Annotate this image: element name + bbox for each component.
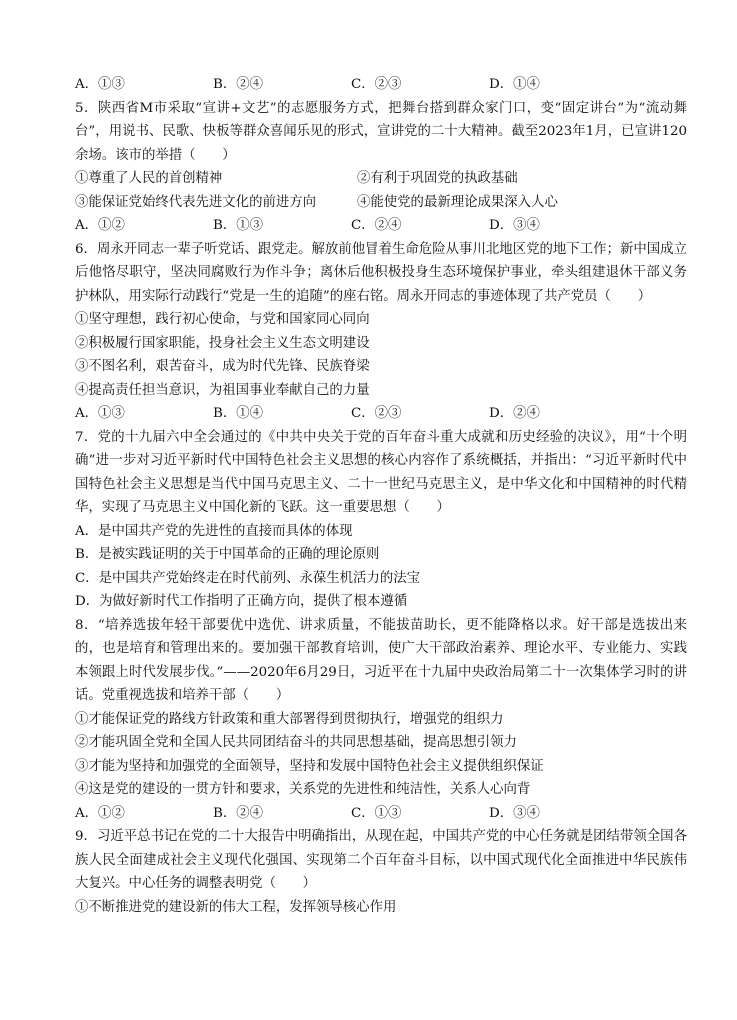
q5-statement-3: ③能保证党始终代表先进文化的前进方向 [75,194,317,210]
q4-option-c[interactable]: C．②③ [351,77,402,92]
q8-option-a[interactable]: A．①② [75,805,125,821]
q7-stem: 7．党的十九届六中全会通过的《中共中央关于党的百年奋斗重大成就和历史经验的决议》，用“十个明确”进一步对习近平新时代中国特色社会主义思想的核心内容作了系统概括，并指出：“习近平新时代中国特色社会主义思想是当代中国马克思主义、二十一世纪马克思主义，是中华文化和中国精神的时代精华，实现了马克思主义中国化新的飞跃。这一重要思想（ ） [75,429,687,515]
q8-statement-2: ②才能巩固全党和全国人民共同团结奋斗的共同思想基础，提高思想引领力 [75,735,517,750]
q5-statement-row-2 [75,191,687,215]
q8-options [75,802,687,826]
question-9 [75,825,687,919]
q6-stem: 6．周永开同志一辈子听党话、跟党走。解放前他冒着生命危险从事川北地区党的地下工作；新中国成立后他恪尽职守，坚决同腐败行为作斗争；离休后他积极投身生态环境保护事业，牵头组建退休干部义务护林队，用实际行动践行“党是一生的追随”的座右铭。周永开同志的事迹体现了共产党员（ ） [75,241,687,304]
question-6 [75,238,687,426]
q9-stem: 9．习近平总书记在党的二十大报告中明确指出，从现在起，中国共产党的中心任务就是团结带领全国各族人民全面建成社会主义现代化强国、实现第二个百年奋斗目标，以中国式现代化全面推进中华民族伟大复兴。中心任务的调整表明党（ ） [75,829,687,891]
q4-options [75,73,687,97]
q4-option-a[interactable]: A．①③ [75,77,125,92]
q5-statement-row-1 [75,167,687,191]
q5-option-a[interactable]: A．①② [75,218,125,233]
q5-option-d[interactable]: D．③④ [489,218,540,233]
q8-statement-4: ④这是党的建设的一贯方针和要求，关系党的先进性和纯洁性，关系人心向背 [75,782,531,797]
q8-statement-3: ③才能为坚持和加强党的全面领导，坚持和发展中国特色社会主义提供组织保证 [75,758,544,774]
q7-option-a[interactable]: A．是中国共产党的先进性的直接而具体的体现 [75,523,353,539]
q5-statement-4: ④能使党的最新理论成果深入人心 [357,194,558,210]
q7-option-c[interactable]: C．是中国共产党始终走在时代前列、永葆生机活力的法宝 [75,570,421,586]
q5-option-b[interactable]: B．①③ [213,218,264,233]
q5-stem: 5．陕西省M市采取“宣讲+文艺”的志愿服务方式，把舞台搭到群众家门口，变“固定讲台”为“流动舞台”，用说书、民歌、快板等群众喜闻乐见的形式，宣讲党的二十大精神。截至2023年1月，已宣讲120余场。该市的举措（ ） [75,100,687,163]
question-8 [75,614,687,826]
q7-option-d[interactable]: D．为做好新时代工作指明了正确方向，提供了根本遵循 [75,594,408,609]
q4-option-d[interactable]: D．①④ [489,77,540,92]
q8-option-b[interactable]: B．②④ [213,805,264,821]
question-7 [75,426,687,614]
q6-option-d[interactable]: D．②④ [489,406,540,421]
q8-option-c[interactable]: C．①③ [351,805,402,821]
q6-statement-3: ③不图名利，艰苦奋斗，成为时代先锋、民族脊梁 [75,359,370,374]
q8-option-d[interactable]: D．③④ [489,805,540,821]
q6-options [75,402,687,426]
q6-statement-2: ②积极履行国家职能，投身社会主义生态文明建设 [75,335,370,351]
q8-stem: 8．“培养选拔年轻干部要优中选优、讲求质量，不能拔苗助长，更不能降格以求。好干部是选拔出来的，也是培育和管理出来的。要加强干部教育培训，使广大干部政治素养、理论水平、专业能力、实践本领跟上时代发展步伐。”——2020年6月29日，习近平在十九届中央政治局第二十一次集体学习时的讲话。党重视选拔和培养干部（ ） [75,617,687,703]
question-5 [75,97,687,238]
q5-options [75,214,687,238]
q4-option-b[interactable]: B．②④ [213,77,264,92]
q9-statement-1: ①不断推进党的建设新的伟大工程，发挥领导核心作用 [75,899,397,915]
q6-statement-1: ①坚守理想，践行初心使命，与党和国家同心同向 [75,312,370,327]
q7-option-b[interactable]: B．是被实践证明的关于中国革命的正确的理论原则 [75,547,380,562]
q6-option-b[interactable]: B．①④ [213,406,264,421]
q5-statement-1: ①尊重了人民的首创精神 [75,171,223,186]
q6-option-c[interactable]: C．②③ [351,406,402,421]
q5-statement-2: ②有利于巩固党的执政基础 [357,171,518,186]
q5-option-c[interactable]: C．②④ [351,218,402,233]
q6-statement-4: ④提高责任担当意识，为祖国事业奉献自己的力量 [75,382,370,398]
q8-statement-1: ①才能保证党的路线方针政策和重大部署得到贯彻执行，增强党的组织力 [75,711,504,727]
q6-option-a[interactable]: A．①③ [75,406,125,421]
